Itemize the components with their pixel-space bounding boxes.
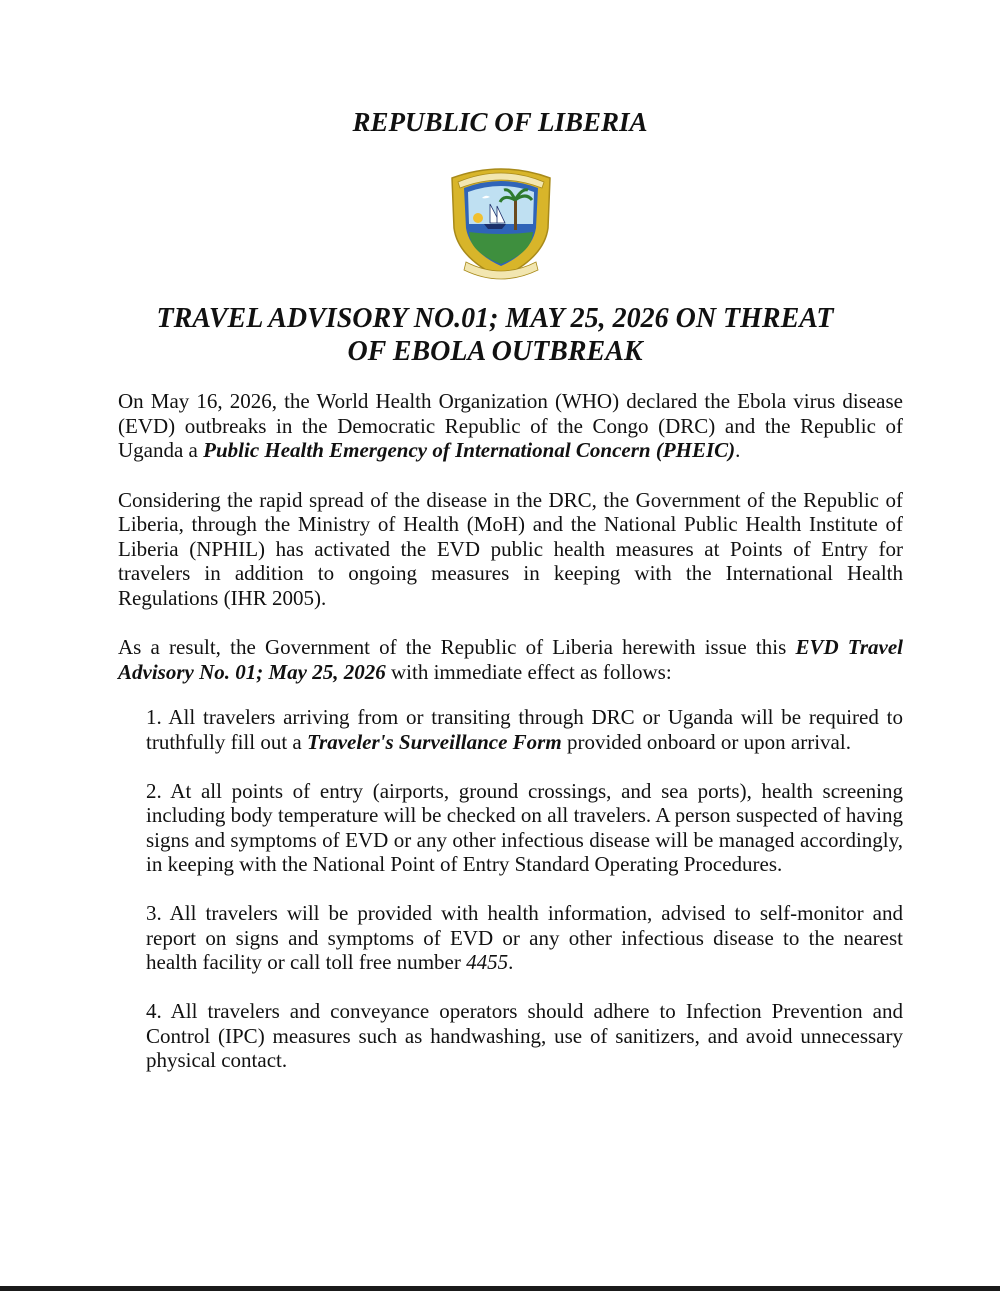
list-item: 4. All travelers and conveyance operators should adhere to Infection Prevention and Control (IPC) measures such as handwashing, use of sanitizers, and avoid unnecessary physical contact. xyxy=(146,999,903,1072)
list-item xyxy=(146,705,903,754)
item-3-text: 3. All travelers will be provided with health information, advised to self-monitor and report on signs and symptoms of EVD or any other infectious disease to the nearest health facility or call toll free number xyxy=(146,901,903,974)
advisory-title-line-1: TRAVEL ADVISORY NO.01; MAY 25, 2026 ON THREAT xyxy=(156,303,834,334)
surveillance-form-emphasis: Traveler's Surveillance Form xyxy=(306,729,562,754)
advisory-title-line-2: OF EBOLA OUTBREAK xyxy=(347,336,643,367)
toll-free-number: 4455 xyxy=(466,950,509,974)
p1-end: . xyxy=(735,438,741,462)
paragraph-who-declaration xyxy=(118,389,903,463)
advisory-title xyxy=(80,302,910,368)
liberia-seal-emblem xyxy=(444,166,558,282)
measures-list xyxy=(118,705,903,1073)
paragraph-government-measures: Considering the rapid spread of the disease in the DRC, the Government of the Republic of Liberia, through the Ministry of Health (MoH) and the National Public Health Institute of Liberia (NPHIL) has activated the EVD public health measures at Points of Entry for travelers in addition to ongoing measures in keeping with the International Health Regulations (IHR 2005). xyxy=(118,487,903,610)
country-heading: REPUBLIC OF LIBERIA xyxy=(352,107,648,137)
list-item: 2. At all points of entry (airports, ground crossings, and sea ports), health screening including body temperature will be checked on all travelers. A person suspected of having signs and symptoms of EVD or any other infectious disease will be managed accordingly, in keeping with the National Point of Entry Standard Operating Procedures. xyxy=(146,778,903,876)
bottom-border xyxy=(0,1286,1000,1291)
paragraph-advisory-issue xyxy=(118,635,903,684)
p3-end: with immediate effect as follows: xyxy=(385,659,672,684)
advisory-body xyxy=(118,389,903,1097)
list-item xyxy=(146,901,903,975)
p3-text: As a result, the Government of the Republic of Liberia herewith issue this xyxy=(118,635,796,659)
item-1-end: provided onboard or upon arrival. xyxy=(561,729,851,754)
item-3-end: . xyxy=(508,950,514,974)
pheic-emphasis: Public Health Emergency of International Concern (PHEIC) xyxy=(203,438,736,462)
item-1-text: 1. All travelers arriving from or transiting through DRC or Uganda will be required to truthfully fill out a xyxy=(146,705,903,754)
advisory-name-emphasis: EVD Travel Advisory No. 01; May 25, 2026 xyxy=(118,635,903,684)
p1-text: On May 16, 2026, the World Health Organization (WHO) declared the Ebola virus disease (EVD) outbreaks in the Democratic Republic of the Congo (DRC) and the Republic of Uganda a xyxy=(118,389,903,462)
